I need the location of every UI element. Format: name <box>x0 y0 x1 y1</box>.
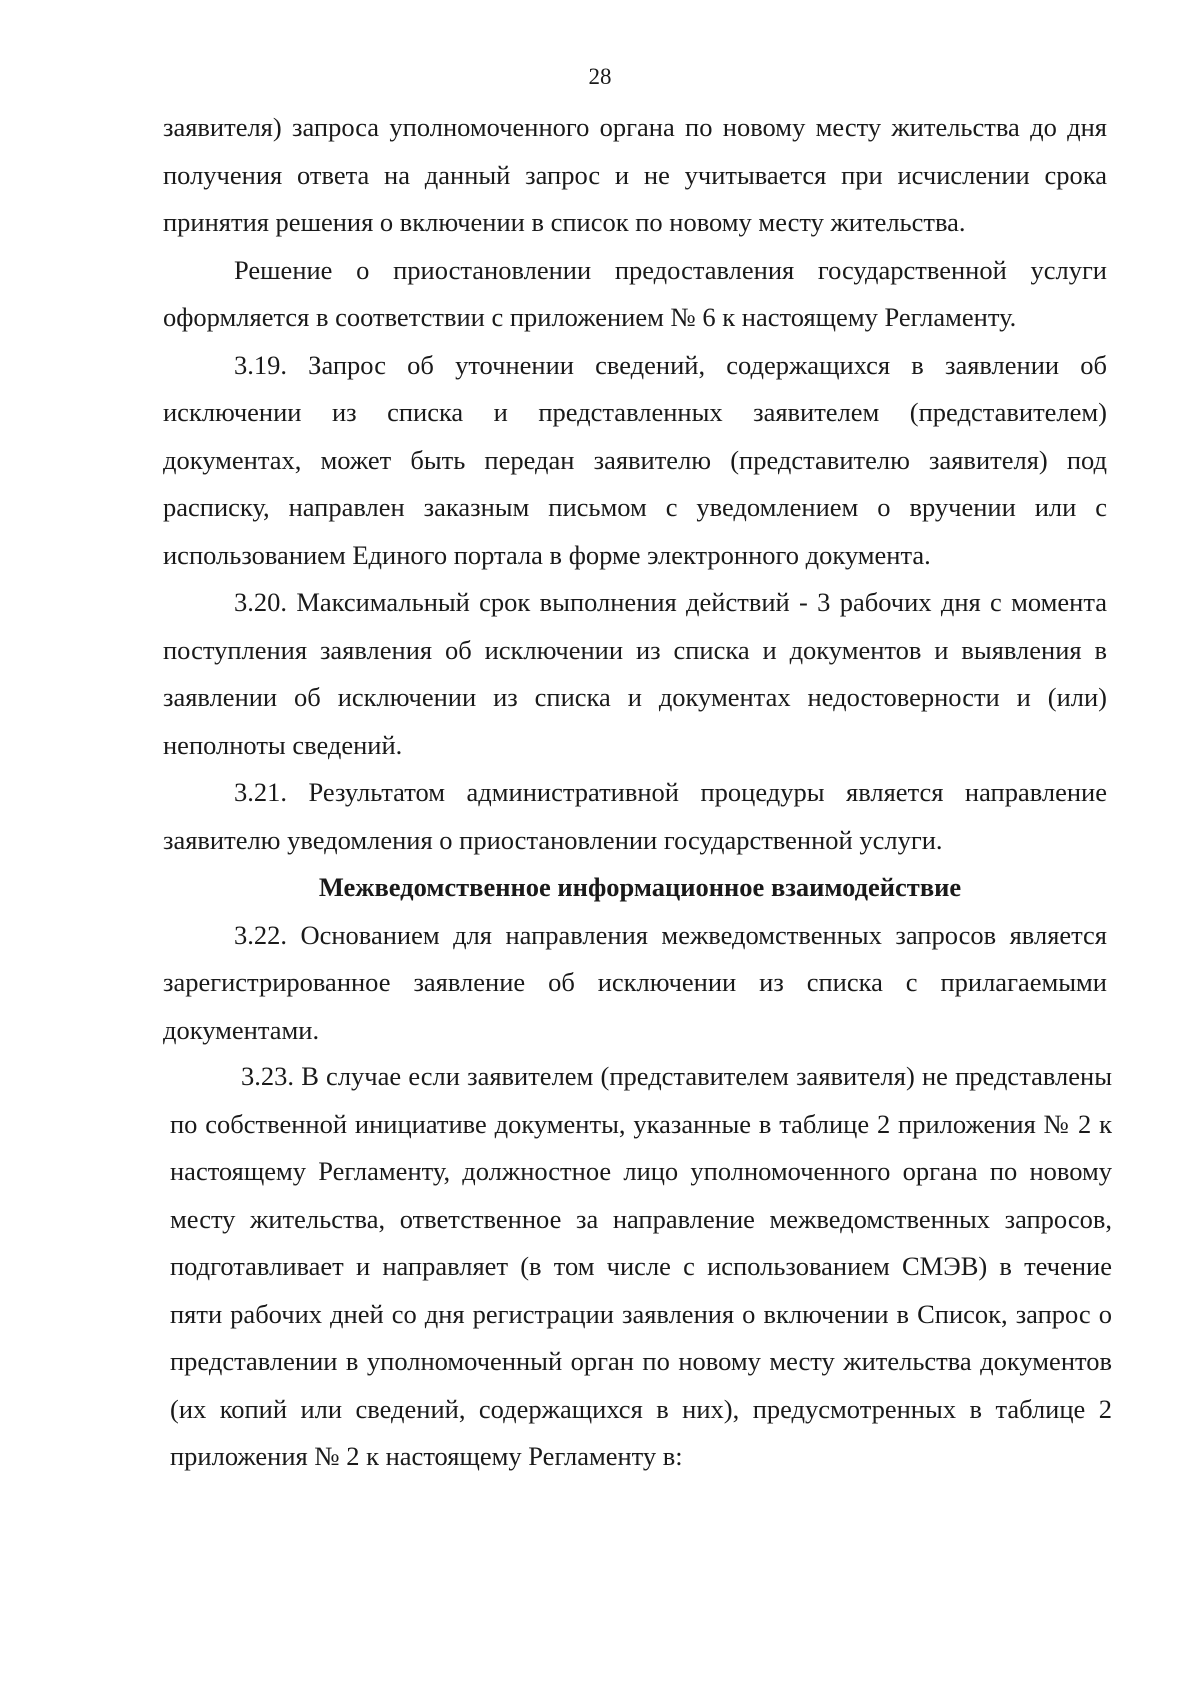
document-body-top <box>163 104 1107 1054</box>
page-number: 28 <box>588 64 612 89</box>
section-heading: Межведомственное информационное взаимодействие <box>318 872 962 902</box>
paragraph-3-20: 3.20. Максимальный срок выполнения действий - 3 рабочих дня с момента поступления заявления об исключении из списка и документов и выявления в заявлении об исключении из списка и документах недостоверности и (или) неполноты сведений. <box>163 587 1107 760</box>
paragraph-suspension-decision: Решение о приостановлении предоставления государственной услуги оформляется в соответствии с приложением № 6 к настоящему Регламенту. <box>163 254 1107 332</box>
document-body-bottom <box>170 1053 1112 1481</box>
paragraph-continuation: заявителя) запроса уполномоченного органа по новому месту жительства до дня получения ответа на данный запрос и не учитывается при исчислении срока принятия решения о включении в список по новому месту жительства. <box>163 112 1107 237</box>
paragraph-3-21: 3.21. Результатом административной процедуры является направление заявителю уведомления о приостановлении государственной услуги. <box>163 777 1107 855</box>
paragraph-3-19: 3.19. Запрос об уточнении сведений, содержащихся в заявлении об исключении из списка и представленных заявителем (представителем) документах, может быть передан заявителю (представителю заявителя) под расписку, направлен заказным письмом с уведомлением о вручении или с использованием Единого портала в форме электронного документа. <box>163 349 1107 570</box>
paragraph-3-22: 3.22. Основанием для направления межведомственных запросов является зарегистрированное заявление об исключении из списка с прилагаемыми документами. <box>163 919 1107 1045</box>
paragraph-3-23: 3.23. В случае если заявителем (представителем заявителя) не представлены по собственной инициативе документы, указанные в таблице 2 приложения № 2 к настоящему Регламенту, должностное лицо уполномоченного органа по новому месту жительства, ответственное за направление межведомственных запросов, подготавливает и направляет (в том числе с использованием СМЭВ) в течение пяти рабочих дней со дня регистрации заявления о включении в Список, запрос о представлении в уполномоченный орган по новому месту жительства документов (их копий или сведений, содержащихся в них), предусмотренных в таблице 2 приложения № 2 к настоящему Регламенту в: <box>170 1061 1112 1471</box>
